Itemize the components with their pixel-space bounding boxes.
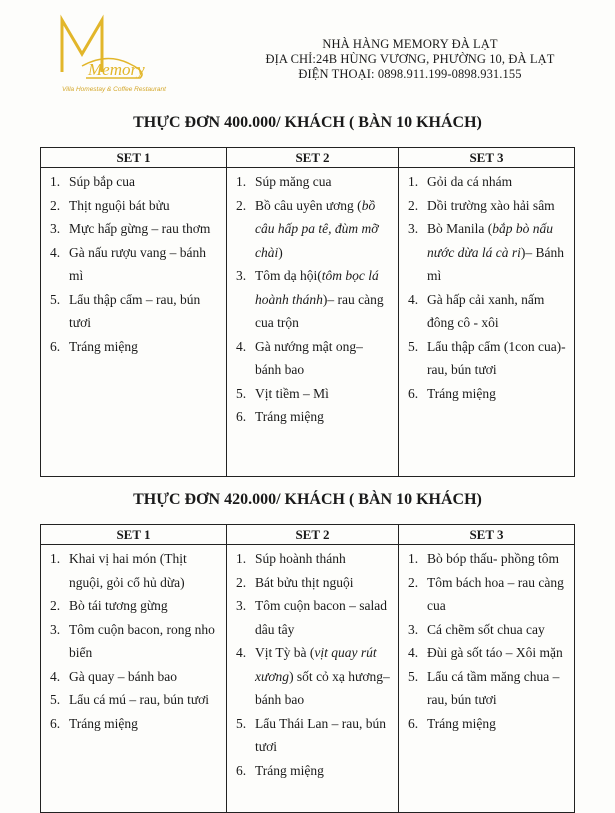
dish-item — [405, 382, 568, 406]
dish-number: 4. — [50, 244, 61, 260]
dish-name: Tráng miệng — [427, 385, 496, 401]
set-header: SET 1 — [41, 148, 227, 168]
dish-number: 6. — [408, 385, 419, 401]
dish-name-part: )– rau càng cua trộn — [255, 291, 384, 330]
dish-name — [427, 217, 568, 288]
dish-number: 2. — [236, 574, 247, 590]
dish-number: 5. — [408, 338, 419, 354]
dish-description: bồ câu hấp pa tê, đùm mỡ chài — [255, 197, 379, 260]
dish-item — [233, 170, 392, 194]
dish-item — [47, 194, 220, 218]
dish-number: 6. — [50, 338, 61, 354]
dish-number: 6. — [408, 715, 419, 731]
dish-item — [47, 712, 220, 736]
menu-body-row — [41, 168, 575, 477]
dish-name-part: ) sốt cỏ xạ hương– bánh bao — [255, 668, 390, 707]
dish-item — [233, 264, 392, 335]
dish-number: 4. — [236, 645, 247, 660]
set-cell — [41, 545, 227, 813]
dish-name-part: ) — [278, 244, 283, 260]
restaurant-phone: ĐIỆN THOẠI: 0898.911.199-0898.931.155 — [298, 67, 522, 81]
dish-item — [233, 641, 392, 712]
dish-name: Gỏi da cá nhám — [427, 174, 513, 189]
dish-number: 3. — [50, 221, 61, 236]
dish-name: Cá chẽm sốt chua cay — [427, 621, 545, 637]
dish-number: 4. — [236, 338, 247, 354]
logo-tagline: Villa Homestay & Coffee Restaurant — [62, 86, 166, 93]
dish-item — [405, 618, 568, 642]
dish-name: Tráng miệng — [69, 715, 138, 731]
dish-item — [47, 594, 220, 618]
dish-item — [233, 571, 392, 595]
dish-item — [233, 759, 392, 783]
dish-number: 2. — [408, 197, 419, 213]
dish-number: 2. — [408, 574, 419, 590]
dish-number: 3. — [408, 221, 419, 236]
set-header: SET 2 — [227, 148, 399, 168]
restaurant-logo — [52, 14, 172, 98]
dish-item — [405, 170, 568, 194]
dish-number: 3. — [408, 621, 419, 637]
dish-item — [47, 688, 220, 712]
dish-list — [47, 547, 220, 735]
restaurant-address: ĐỊA CHỈ:24B HÙNG VƯƠNG, PHƯỜNG 10, ĐÀ LẠT — [265, 52, 555, 66]
dish-description: bắp bò nấu nước dừa lá cà ri — [427, 221, 553, 260]
dish-name: Lẩu cá mú – rau, bún tươi — [69, 692, 210, 707]
dish-name: Gà quay – bánh bao — [69, 668, 177, 684]
dish-number: 3. — [50, 621, 61, 637]
dish-name: Lẩu thập cẩm – rau, bún tươi — [69, 291, 201, 330]
dish-item — [233, 547, 392, 571]
dish-item — [405, 547, 568, 571]
dish-item — [405, 217, 568, 288]
dish-name: Tôm cuộn bacon – salad dâu tây — [255, 598, 387, 637]
dish-list — [47, 170, 220, 358]
dish-name: Vịt tiềm – Mì — [255, 385, 329, 401]
dish-name: Thịt nguội bát bửu — [69, 197, 170, 213]
restaurant-name: NHÀ HÀNG MEMORY ĐÀ LẠT — [322, 37, 498, 51]
set-cell — [399, 168, 575, 477]
dish-name: Bát bửu thịt nguội — [255, 574, 354, 590]
dish-item — [405, 335, 568, 382]
dish-item — [405, 665, 568, 712]
set-header: SET 3 — [399, 525, 575, 545]
dish-number: 6. — [50, 715, 61, 731]
restaurant-contact — [250, 37, 570, 82]
dish-name — [255, 194, 392, 265]
dish-name-part: )– Bánh mì — [427, 244, 565, 283]
dish-item — [47, 241, 220, 288]
dish-list — [405, 547, 568, 735]
dish-list — [233, 547, 392, 782]
dish-number: 2. — [50, 598, 61, 613]
dish-number: 5. — [236, 385, 247, 401]
dish-item — [47, 170, 220, 194]
menu-table — [40, 524, 575, 813]
dish-name: Tráng miệng — [427, 715, 496, 731]
dish-item — [405, 712, 568, 736]
set-cell — [399, 545, 575, 813]
dish-item — [233, 594, 392, 641]
dish-item — [233, 335, 392, 382]
set-cell — [227, 545, 399, 813]
dish-item — [233, 405, 392, 429]
dish-name: Tráng miệng — [255, 409, 324, 424]
dish-number: 1. — [408, 551, 419, 566]
dish-item — [233, 194, 392, 265]
dish-description: tôm bọc lá hoành thánh — [255, 268, 379, 307]
dish-number: 2. — [50, 197, 61, 213]
set-cell — [41, 168, 227, 477]
dish-name: Súp măng cua — [255, 174, 332, 189]
dish-name: Khai vị hai món (Thịt nguội, gỏi cổ hủ dừa) — [69, 551, 187, 590]
dish-item — [405, 288, 568, 335]
dish-name: Lẩu cá tầm măng chua – rau, bún tươi — [427, 668, 560, 707]
dish-item — [47, 618, 220, 665]
dish-name-part: Bò Manila ( — [427, 221, 493, 236]
dish-item — [405, 194, 568, 218]
dish-number: 1. — [236, 551, 247, 566]
dish-name: Tôm cuộn bacon, rong nho biển — [69, 621, 215, 660]
set-cell — [227, 168, 399, 477]
set-header: SET 3 — [399, 148, 575, 168]
dish-name — [255, 641, 392, 712]
dish-item — [47, 335, 220, 359]
dish-number: 1. — [50, 551, 61, 566]
menu-table — [40, 147, 575, 477]
dish-number: 5. — [50, 291, 61, 307]
dish-number: 1. — [236, 174, 247, 189]
dish-list — [233, 170, 392, 429]
dish-name: Súp hoành thánh — [255, 551, 346, 566]
dish-item — [47, 665, 220, 689]
dish-item — [47, 217, 220, 241]
logo-letters: Memory — [88, 60, 145, 79]
dish-name — [255, 264, 392, 335]
dish-item — [233, 712, 392, 759]
dish-name: Bò tái tương gừng — [69, 598, 168, 613]
dish-name: Đùi gà sốt táo – Xôi mặn — [427, 645, 563, 660]
dish-item — [405, 571, 568, 618]
menu-title: THỰC ĐƠN 420.000/ KHÁCH ( BÀN 10 KHÁCH) — [133, 491, 482, 508]
dish-item — [47, 288, 220, 335]
set-header: SET 1 — [41, 525, 227, 545]
dish-number: 4. — [408, 645, 419, 660]
menu-body-row — [41, 545, 575, 813]
dish-name: Dồi trường xào hải sâm — [427, 197, 555, 213]
dish-name-part: Vịt Tỳ bà ( — [255, 645, 315, 660]
dish-number: 6. — [236, 409, 247, 424]
menu-title: THỰC ĐƠN 400.000/ KHÁCH ( BÀN 10 KHÁCH) — [133, 114, 482, 131]
dish-list — [405, 170, 568, 405]
dish-number: 4. — [408, 291, 419, 307]
dish-number: 3. — [236, 598, 247, 613]
dish-name: Bò bóp thấu- phồng tôm — [427, 551, 559, 566]
dish-name: Gà nấu rượu vang – bánh mì — [69, 244, 207, 283]
dish-number: 2. — [236, 197, 247, 213]
dish-name: Tráng miệng — [255, 762, 324, 778]
menu-header-row — [41, 525, 575, 545]
dish-name-part: Bồ câu uyên ương ( — [255, 197, 362, 213]
dish-name: Lẩu Thái Lan – rau, bún tươi — [255, 715, 386, 754]
dish-name: Gà nướng mật ong– bánh bao — [255, 338, 363, 377]
dish-description: vịt quay rút xương — [255, 645, 377, 684]
dish-name: Mực hấp gừng – rau thơm — [69, 221, 211, 236]
dish-name: Lẩu thập cẩm (1con cua)- rau, bún tươi — [427, 338, 566, 377]
set-header: SET 2 — [227, 525, 399, 545]
dish-name-part: Tôm dạ hội( — [255, 268, 322, 283]
dish-number: 1. — [50, 174, 61, 189]
dish-item — [405, 641, 568, 665]
menu-header-row — [41, 148, 575, 168]
dish-number: 3. — [236, 268, 247, 283]
dish-item — [233, 382, 392, 406]
dish-name: Gà hấp cải xanh, nấm đông cô - xôi — [427, 291, 545, 330]
dish-number: 5. — [50, 692, 61, 707]
dish-name: Tráng miệng — [69, 338, 138, 354]
dish-item — [47, 547, 220, 594]
dish-number: 1. — [408, 174, 419, 189]
dish-number: 6. — [236, 762, 247, 778]
dish-name: Tôm bách hoa – rau càng cua — [427, 574, 564, 613]
dish-number: 4. — [50, 668, 61, 684]
dish-number: 5. — [236, 715, 247, 731]
dish-number: 5. — [408, 668, 419, 684]
dish-name: Súp bắp cua — [69, 174, 135, 189]
